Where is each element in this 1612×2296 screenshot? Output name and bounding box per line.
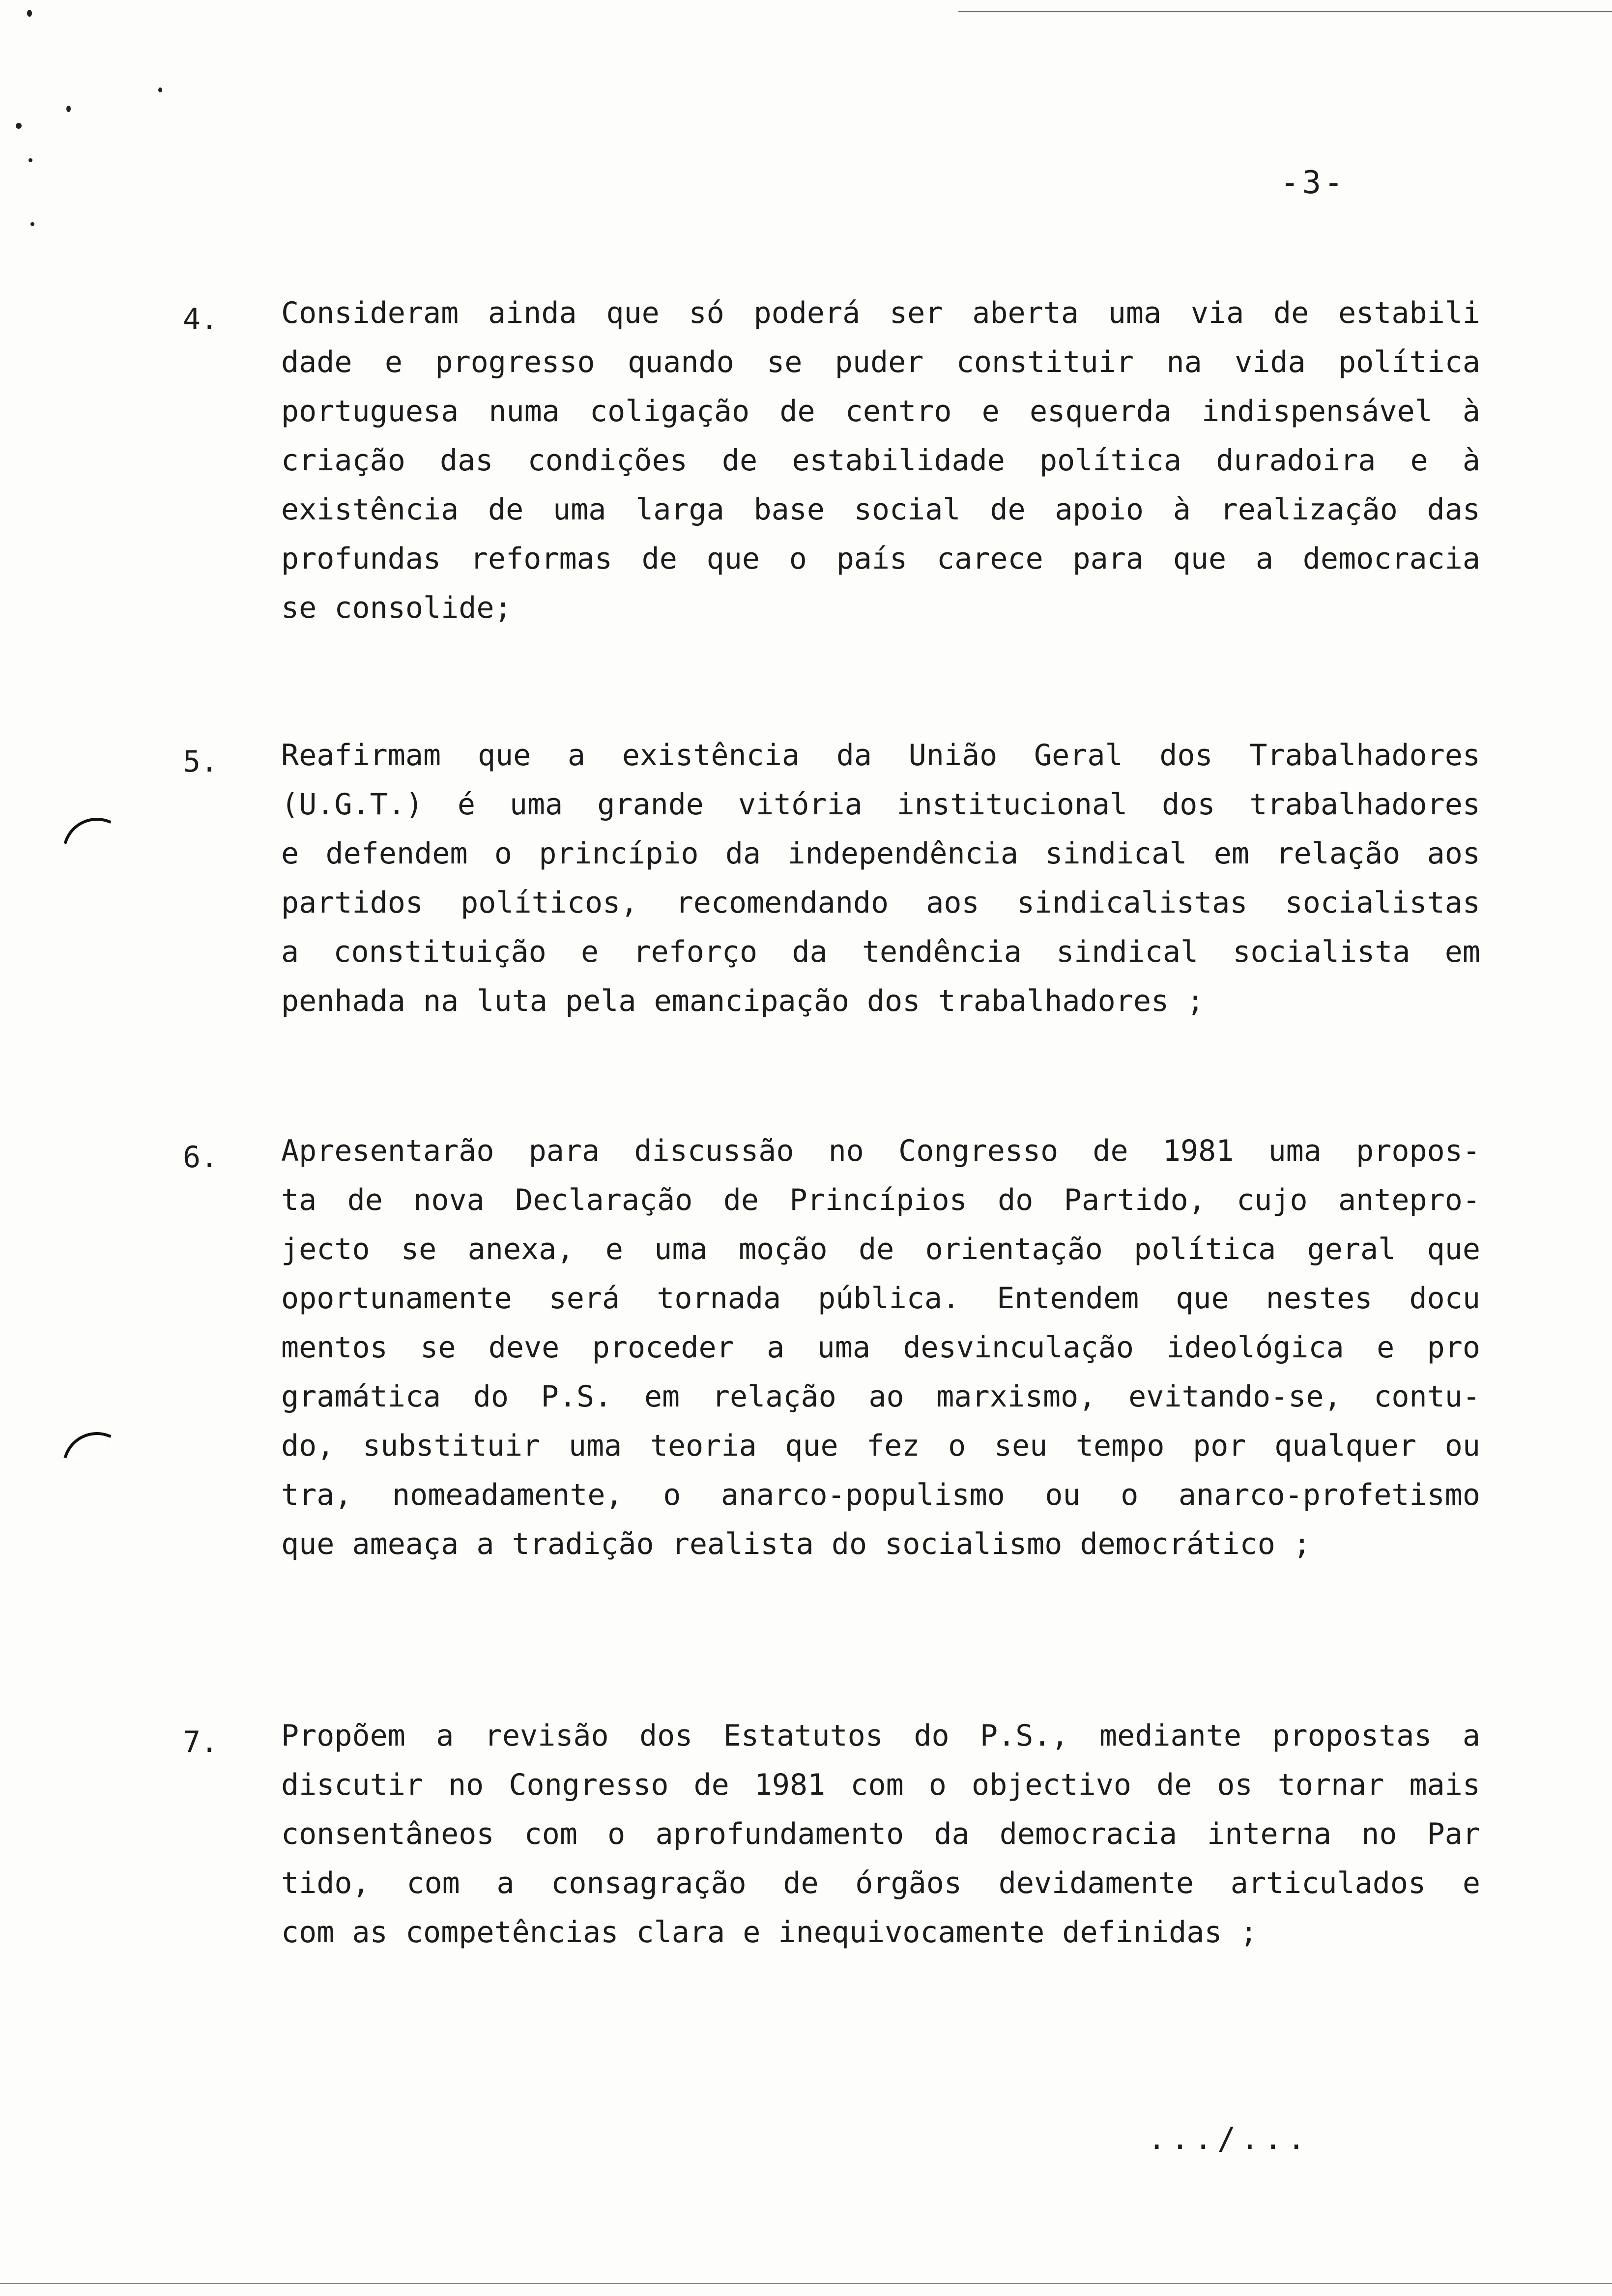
scan-speck bbox=[30, 222, 34, 226]
paragraph-line: dade e progresso quando se puder constituir na vida política bbox=[281, 345, 1480, 379]
paragraph-line: oportunamente será tornada pública. Entendem que nestes docu bbox=[281, 1281, 1480, 1316]
paragraph-line: e defendem o princípio da independência sindical em relação aos bbox=[281, 836, 1480, 871]
scan-speck bbox=[66, 106, 71, 112]
top-scan-edge bbox=[958, 11, 1612, 12]
paragraph-line: tido, com a consagração de órgãos devidamente articulados e bbox=[281, 1866, 1480, 1900]
paragraph-line: discutir no Congresso de 1981 com o objectivo de os tornar mais bbox=[281, 1768, 1480, 1802]
paragraph-line: tra, nomeadamente, o anarco-populismo ou o anarco-profetismo bbox=[281, 1478, 1480, 1512]
scan-speck bbox=[27, 10, 32, 17]
punch-hole-mark bbox=[63, 1422, 111, 1470]
paragraph-line: Consideram ainda que só poderá ser aberta uma via de estabili bbox=[281, 296, 1480, 330]
scan-speck bbox=[29, 158, 32, 162]
paragraph-line: existência de uma larga base social de apoio à realização das bbox=[281, 492, 1480, 527]
paragraph-number: 5. bbox=[183, 745, 219, 779]
paragraph-line: gramática do P.S. em relação ao marxismo, evitando-se, contu- bbox=[281, 1379, 1480, 1414]
paragraph-line: se consolide; bbox=[281, 591, 512, 625]
paragraph-line: com as competências clara e inequivocamente definidas ; bbox=[281, 1915, 1258, 1950]
paragraph-line: consentâneos com o aprofundamento da democracia interna no Par bbox=[281, 1817, 1480, 1851]
paragraph-line: (U.G.T.) é uma grande vitória institucional dos trabalhadores bbox=[281, 787, 1480, 822]
bottom-scan-edge bbox=[0, 2283, 1612, 2284]
paragraph-number: 7. bbox=[183, 1725, 219, 1759]
paragraph-line: do, substituir uma teoria que fez o seu tempo por qualquer ou bbox=[281, 1429, 1480, 1463]
paragraph-line: penhada na luta pela emancipação dos trabalhadores ; bbox=[281, 984, 1205, 1018]
paragraph-line: criação das condições de estabilidade política duradoira e à bbox=[281, 443, 1480, 478]
paragraph-line: a constituição e reforço da tendência sindical socialista em bbox=[281, 935, 1480, 969]
paragraph-line: partidos políticos, recomendando aos sindicalistas socialistas bbox=[281, 886, 1480, 920]
scan-speck bbox=[158, 87, 162, 92]
paragraph-line: Propõem a revisão dos Estatutos do P.S., mediante propostas a bbox=[281, 1719, 1480, 1753]
continuation-mark: .../... bbox=[1148, 2121, 1311, 2156]
paragraph-line: Apresentarão para discussão no Congresso de 1981 uma propos- bbox=[281, 1134, 1480, 1168]
paragraph-line: profundas reformas de que o país carece para que a democracia bbox=[281, 542, 1480, 576]
paragraph-number: 4. bbox=[183, 302, 219, 337]
page-number: -3- bbox=[1280, 165, 1346, 201]
paragraph-line: portuguesa numa coligação de centro e esquerda indispensável à bbox=[281, 394, 1480, 429]
paragraph-number: 6. bbox=[183, 1140, 219, 1175]
punch-hole-mark bbox=[63, 808, 111, 856]
paragraph-line: que ameaça a tradição realista do socialismo democrático ; bbox=[281, 1527, 1311, 1561]
scan-speck bbox=[16, 123, 22, 129]
paragraph-line: ta de nova Declaração de Princípios do Partido, cujo antepro- bbox=[281, 1183, 1480, 1217]
paragraph-line: Reafirmam que a existência da União Geral dos Trabalhadores bbox=[281, 738, 1480, 773]
paragraph-line: mentos se deve proceder a uma desvinculação ideológica e pro bbox=[281, 1330, 1480, 1365]
paragraph-line: jecto se anexa, e uma moção de orientação política geral que bbox=[281, 1232, 1480, 1266]
